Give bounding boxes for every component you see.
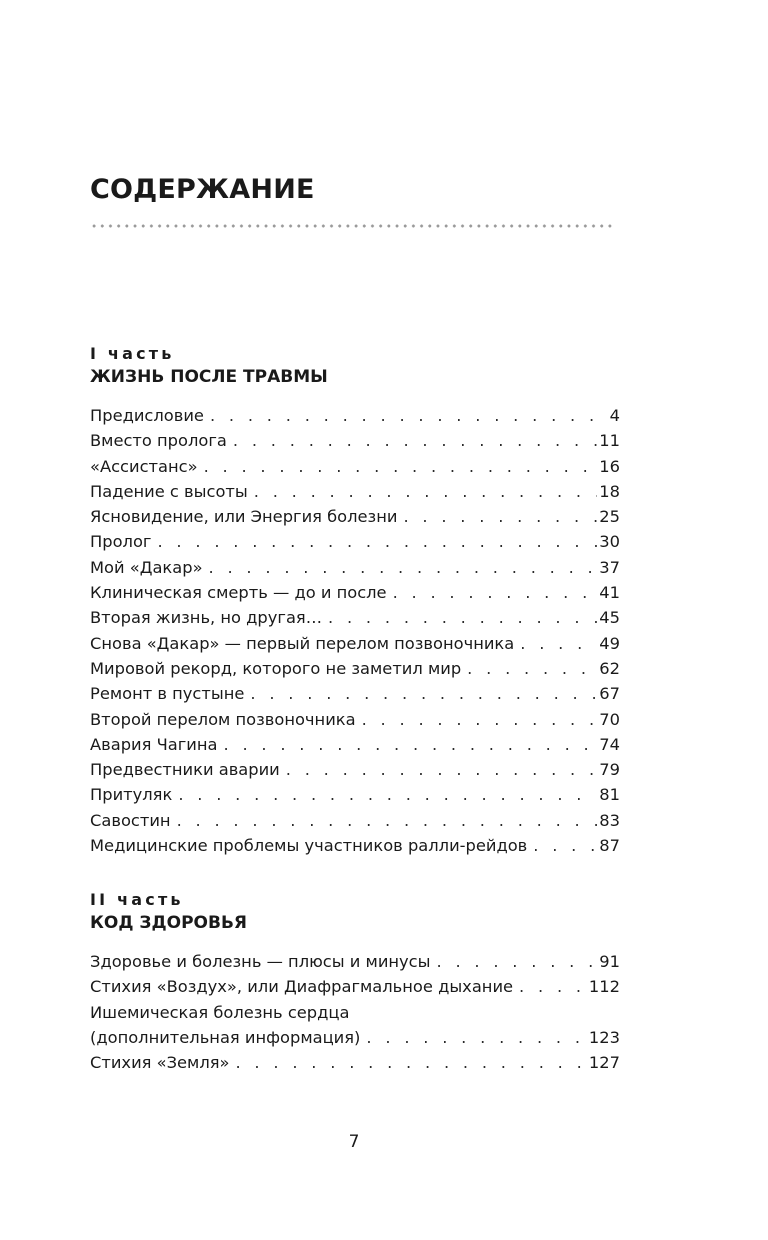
- title-dotted-rule: [90, 224, 614, 228]
- toc-entry-page: 83: [599, 810, 620, 830]
- dot-leader: [157, 529, 597, 554]
- toc-list: [90, 403, 620, 858]
- toc-entry-title: Предисловие: [90, 406, 204, 425]
- toc-entry-title: Ремонт в пустыне: [90, 684, 245, 704]
- dot-leader: [362, 707, 598, 732]
- dot-leader: [224, 732, 598, 757]
- toc-entry-title: Стихия «Воздух», или Диафрагмальное дыхание: [90, 977, 514, 997]
- dot-leader: [403, 504, 597, 529]
- toc-entry-title: Падение с высоты: [90, 481, 248, 501]
- toc-entry-title: Стихия «Земля»: [90, 1053, 230, 1073]
- dot-leader: [204, 454, 598, 479]
- toc-entry-continuation[interactable]: [90, 1025, 620, 1050]
- dot-leader: [254, 479, 598, 504]
- part-label: II часть: [90, 890, 184, 909]
- toc-entry-title: Предвестники аварии: [90, 760, 280, 780]
- toc-entry-page: 49: [599, 633, 620, 653]
- toc-entry-page: 30: [599, 532, 620, 552]
- toc-entry-first-line[interactable]: [90, 1000, 620, 1025]
- toc-entry[interactable]: [90, 529, 620, 554]
- dot-leader: [210, 403, 608, 428]
- toc-entry-title: Второй перелом позвоночника: [90, 709, 356, 729]
- dot-leader: [520, 631, 597, 656]
- toc-entry-title-continuation: (дополнительная информация): [90, 1027, 361, 1047]
- part-1-section: [90, 343, 620, 858]
- toc-entry-page: 70: [599, 709, 620, 729]
- toc-entry-title: Пролог: [90, 532, 152, 552]
- toc-entry-title: Савостин: [90, 810, 171, 830]
- dot-leader: [233, 428, 597, 453]
- toc-entry[interactable]: [90, 949, 620, 974]
- toc-entry-page: 41: [599, 583, 620, 603]
- toc-entry-title: Клиническая смерть — до и после: [90, 583, 387, 603]
- toc-entry-title: Вторая жизнь, но другая…: [90, 608, 323, 628]
- toc-entry[interactable]: [90, 454, 620, 479]
- page-number: 7: [348, 1132, 360, 1152]
- dot-leader: [328, 605, 597, 630]
- toc-entry-title: Мировой рекорд, которого не заметил мир: [90, 658, 462, 678]
- toc-entry-page: 79: [599, 760, 620, 780]
- toc-entry[interactable]: [90, 833, 620, 858]
- toc-entry[interactable]: [90, 403, 620, 428]
- toc-entry[interactable]: [90, 757, 620, 782]
- dot-leader: [235, 1050, 586, 1075]
- toc-entry-title: Ишемическая болезнь сердца: [90, 1002, 350, 1022]
- toc-entry[interactable]: [90, 707, 620, 732]
- toc-entry-title: Авария Чагина: [90, 734, 218, 754]
- toc-entry-page: 18: [599, 481, 620, 501]
- dot-leader: [366, 1025, 587, 1050]
- toc-entry[interactable]: [90, 974, 620, 999]
- dot-leader: [437, 949, 598, 974]
- toc-entry-page: 11: [599, 431, 620, 451]
- toc-entry-title: Здоровье и болезнь — плюсы и минусы: [90, 952, 431, 971]
- toc-entry[interactable]: [90, 681, 620, 706]
- toc-entry-page: 127: [588, 1053, 620, 1073]
- toc-entry-title: Притуляк: [90, 785, 173, 805]
- toc-entry-title: Ясновидение, или Энергия болезни: [90, 507, 398, 527]
- toc-entry-title: Медицинские проблемы участников ралли-рейдов: [90, 836, 528, 856]
- part-2-section: [90, 889, 620, 1075]
- toc-entry-title: Вместо пролога: [90, 431, 227, 451]
- toc-entry-page: 37: [599, 557, 620, 577]
- toc-entry-page: 81: [599, 785, 620, 805]
- dot-leader: [178, 782, 597, 807]
- dot-leader: [286, 757, 598, 782]
- toc-entry-page: 4: [609, 406, 620, 425]
- toc-entry[interactable]: [90, 555, 620, 580]
- toc-entry[interactable]: [90, 732, 620, 757]
- part-title: ЖИЗНЬ ПОСЛЕ ТРАВМЫ: [90, 367, 328, 387]
- toc-entry[interactable]: [90, 808, 620, 833]
- toc-entry-page: 45: [599, 608, 620, 628]
- dot-leader: [533, 833, 597, 858]
- toc-entry[interactable]: [90, 631, 620, 656]
- toc-entry-page: 62: [599, 658, 620, 678]
- dot-leader: [393, 580, 598, 605]
- dot-leader: [467, 656, 597, 681]
- toc-entry[interactable]: [90, 656, 620, 681]
- toc-entry-title: Мой «Дакар»: [90, 557, 203, 577]
- dot-leader: [177, 808, 598, 833]
- toc-entry-page: 112: [588, 977, 620, 997]
- toc-entry-page: 16: [599, 456, 620, 476]
- dot-leader: [519, 974, 587, 999]
- toc-entry[interactable]: [90, 428, 620, 453]
- toc-entry[interactable]: [90, 479, 620, 504]
- toc-list: [90, 949, 620, 1075]
- page-title: СОДЕРЖАНИЕ: [90, 174, 315, 205]
- toc-entry-page: 25: [599, 507, 620, 527]
- toc-entry-page: 123: [588, 1027, 620, 1047]
- toc-entry-page: 74: [599, 734, 620, 754]
- toc-entry-title: «Ассистанс»: [90, 456, 198, 476]
- toc-entry-page: 91: [599, 952, 620, 971]
- toc-entry[interactable]: [90, 504, 620, 529]
- part-title: КОД ЗДОРОВЬЯ: [90, 913, 247, 933]
- toc-entry-title: Снова «Дакар» — первый перелом позвоночника: [90, 633, 515, 653]
- dot-leader: [209, 555, 598, 580]
- toc-entry[interactable]: [90, 605, 620, 630]
- toc-entry-page: 87: [599, 836, 620, 856]
- toc-entry[interactable]: [90, 782, 620, 807]
- toc-entry[interactable]: [90, 580, 620, 605]
- toc-entry-page: 67: [599, 684, 620, 704]
- toc-entry[interactable]: [90, 1050, 620, 1075]
- part-label: I часть: [90, 344, 175, 363]
- dot-leader: [250, 681, 597, 706]
